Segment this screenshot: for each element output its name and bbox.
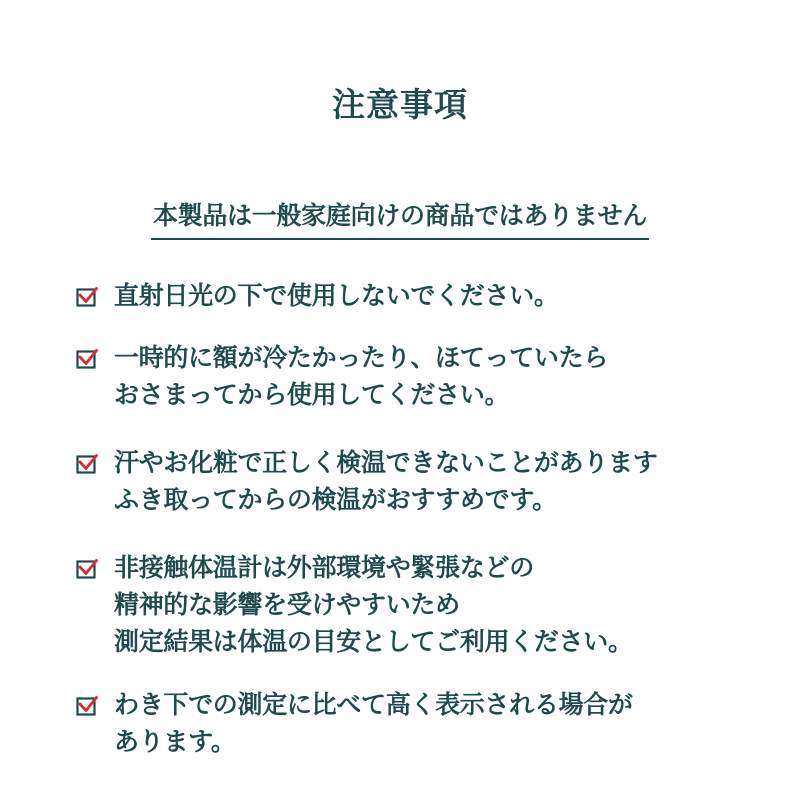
- notice-line: わき下での測定に比べて高く表示される場合が: [114, 690, 633, 719]
- notice-line: 一時的に額が冷たかったり、ほてっていたら: [114, 343, 609, 372]
- notice-item-text: [114, 339, 774, 413]
- notice-line: あります。: [114, 727, 236, 756]
- notice-line: 精神的な影響を受けやすいため: [114, 590, 460, 619]
- checkbox-checked-icon: [76, 348, 98, 370]
- notice-item-text: [114, 686, 774, 760]
- subtitle-wrap: [0, 197, 800, 240]
- checkbox-checked-icon: [76, 558, 98, 580]
- checkbox-checked-icon: [76, 453, 98, 475]
- notice-line: ふき取ってからの検温がおすすめです。: [114, 485, 557, 514]
- notice-line: おさまってから使用してください。: [114, 380, 510, 409]
- notice-line: 直射日光の下で使用しないでください。: [114, 281, 559, 310]
- notice-line: 測定結果は体温の目安としてご利用ください。: [114, 627, 633, 656]
- notice-line: 非接触体温計は外部環境や緊張などの: [114, 553, 534, 582]
- page-title: 注意事項: [332, 85, 468, 124]
- checkbox-checked-icon: [76, 286, 98, 308]
- checkbox-checked-icon: [76, 695, 98, 717]
- subtitle-underlined: 本製品は一般家庭向けの商品ではありません: [151, 197, 649, 240]
- notice-item-text: [114, 277, 774, 314]
- notice-item-text: [114, 444, 774, 518]
- notice-item-text: [114, 549, 774, 660]
- notice-line: 汗やお化粧で正しく検温できないことがあります: [114, 448, 658, 477]
